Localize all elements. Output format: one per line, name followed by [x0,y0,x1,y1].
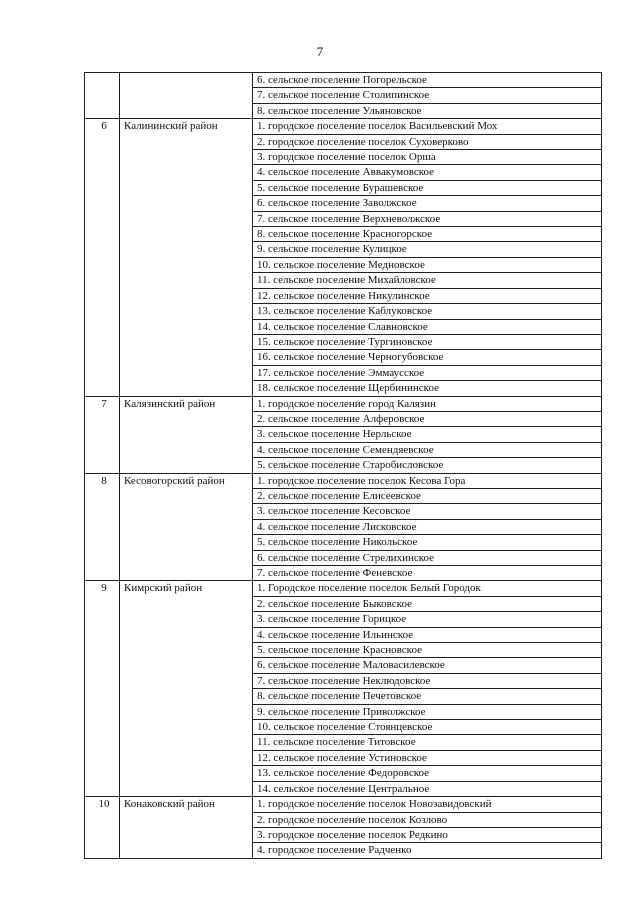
settlement-name: 1. городское поселение поселок Васильевский Мох [253,119,602,134]
settlement-name: 7. сельское поселение Феневское [253,566,602,581]
settlement-name: 3. сельское поселение Горицкое [253,612,602,627]
district-name: Калязинский район [120,396,253,473]
settlement-name: 13. сельское поселение Каблуковское [253,304,602,319]
district-name: Конаковский район [120,797,253,859]
settlement-name: 4. сельское поселение Ильинское [253,627,602,642]
page-number: 7 [316,44,324,59]
table-row [85,396,602,411]
settlement-name: 7. сельское поселение Неклюдовское [253,673,602,688]
settlement-name: 12. сельское поселение Никулинское [253,288,602,303]
table-row [85,73,602,88]
settlement-name: 11. сельское поселение Титовское [253,735,602,750]
settlement-name: 4. сельское поселение Лисковское [253,519,602,534]
table-row [85,581,602,596]
settlement-name: 5. сельское поселение Красновское [253,643,602,658]
settlement-name: 15. сельское поселение Тургиновское [253,334,602,349]
settlement-name: 1. городское поселение город Калязин [253,396,602,411]
settlement-name: 14. сельское поселение Славновское [253,319,602,334]
settlement-name: 7. сельское поселение Столипинское [253,88,602,103]
settlement-name: 11. сельское поселение Михайловское [253,273,602,288]
settlement-name: 3. городское поселение поселок Редкино [253,827,602,842]
settlement-name: 9. сельское поселение Приволжское [253,704,602,719]
settlement-name: 6. сельское поселение Погорельское [253,73,602,88]
district-number [85,73,120,119]
settlement-name: 14. сельское поселение Центральное [253,781,602,796]
settlement-name: 2. городское поселение поселок Козлово [253,812,602,827]
settlement-name: 5. сельское поселение Никольское [253,535,602,550]
district-name: Кимрский район [120,581,253,797]
settlement-name: 1. городское поселение поселок Новозавидовский [253,797,602,812]
district-name: Кесовогорский район [120,473,253,581]
settlement-name: 5. сельское поселение Старобисловское [253,458,602,473]
settlement-name: 8. сельское поселение Печетовское [253,689,602,704]
settlement-name: 2. сельское поселение Быковское [253,596,602,611]
settlement-name: 18. сельское поселение Щербининское [253,381,602,396]
district-number: 8 [85,473,120,581]
settlement-name: 1. городское поселение поселок Кесова Гора [253,473,602,488]
settlement-name: 2. сельское поселение Елисеевское [253,488,602,503]
settlement-name: 7. сельское поселение Верхневолжское [253,211,602,226]
settlement-name: 6. сельское поселение Заволжское [253,196,602,211]
district-name [120,73,253,119]
settlement-name: 2. городское поселение поселок Суховерково [253,134,602,149]
settlement-name: 16. сельское поселение Черногубовское [253,350,602,365]
settlement-name: 8. сельское поселение Красногорское [253,227,602,242]
district-number: 9 [85,581,120,797]
settlement-name: 5. сельское поселение Бурашевское [253,180,602,195]
district-number: 6 [85,119,120,396]
settlement-name: 10. сельское поселение Медновское [253,257,602,272]
settlement-name: 2. сельское поселение Алферовское [253,411,602,426]
settlements-table [84,72,602,859]
settlement-name: 13. сельское поселение Федоровское [253,766,602,781]
settlement-name: 12. сельское поселение Устиновское [253,750,602,765]
settlement-name: 17. сельское поселение Эммаусское [253,365,602,380]
district-name: Калининский район [120,119,253,396]
settlement-name: 4. сельское поселение Семендяевское [253,442,602,457]
table-row [85,119,602,134]
settlement-name: 3. сельское поселение Нерльское [253,427,602,442]
settlement-name: 4. сельское поселение Аввакумовское [253,165,602,180]
settlement-name: 6. сельское поселение Маловасилевское [253,658,602,673]
settlement-name: 3. сельское поселение Кесовское [253,504,602,519]
settlement-name: 10. сельское поселение Стоянцевское [253,720,602,735]
settlement-name: 1. Городское поселение поселок Белый Городок [253,581,602,596]
settlement-name: 6. сельское поселение Стрелихинское [253,550,602,565]
table-row [85,473,602,488]
table-row [85,797,602,812]
settlement-name: 8. сельское поселение Ульяновское [253,103,602,118]
settlement-name: 3. городское поселение поселок Орша [253,150,602,165]
district-number: 10 [85,797,120,859]
settlement-name: 9. сельское поселение Кулицкое [253,242,602,257]
settlement-name: 4. городское поселение Радченко [253,843,602,858]
district-number: 7 [85,396,120,473]
